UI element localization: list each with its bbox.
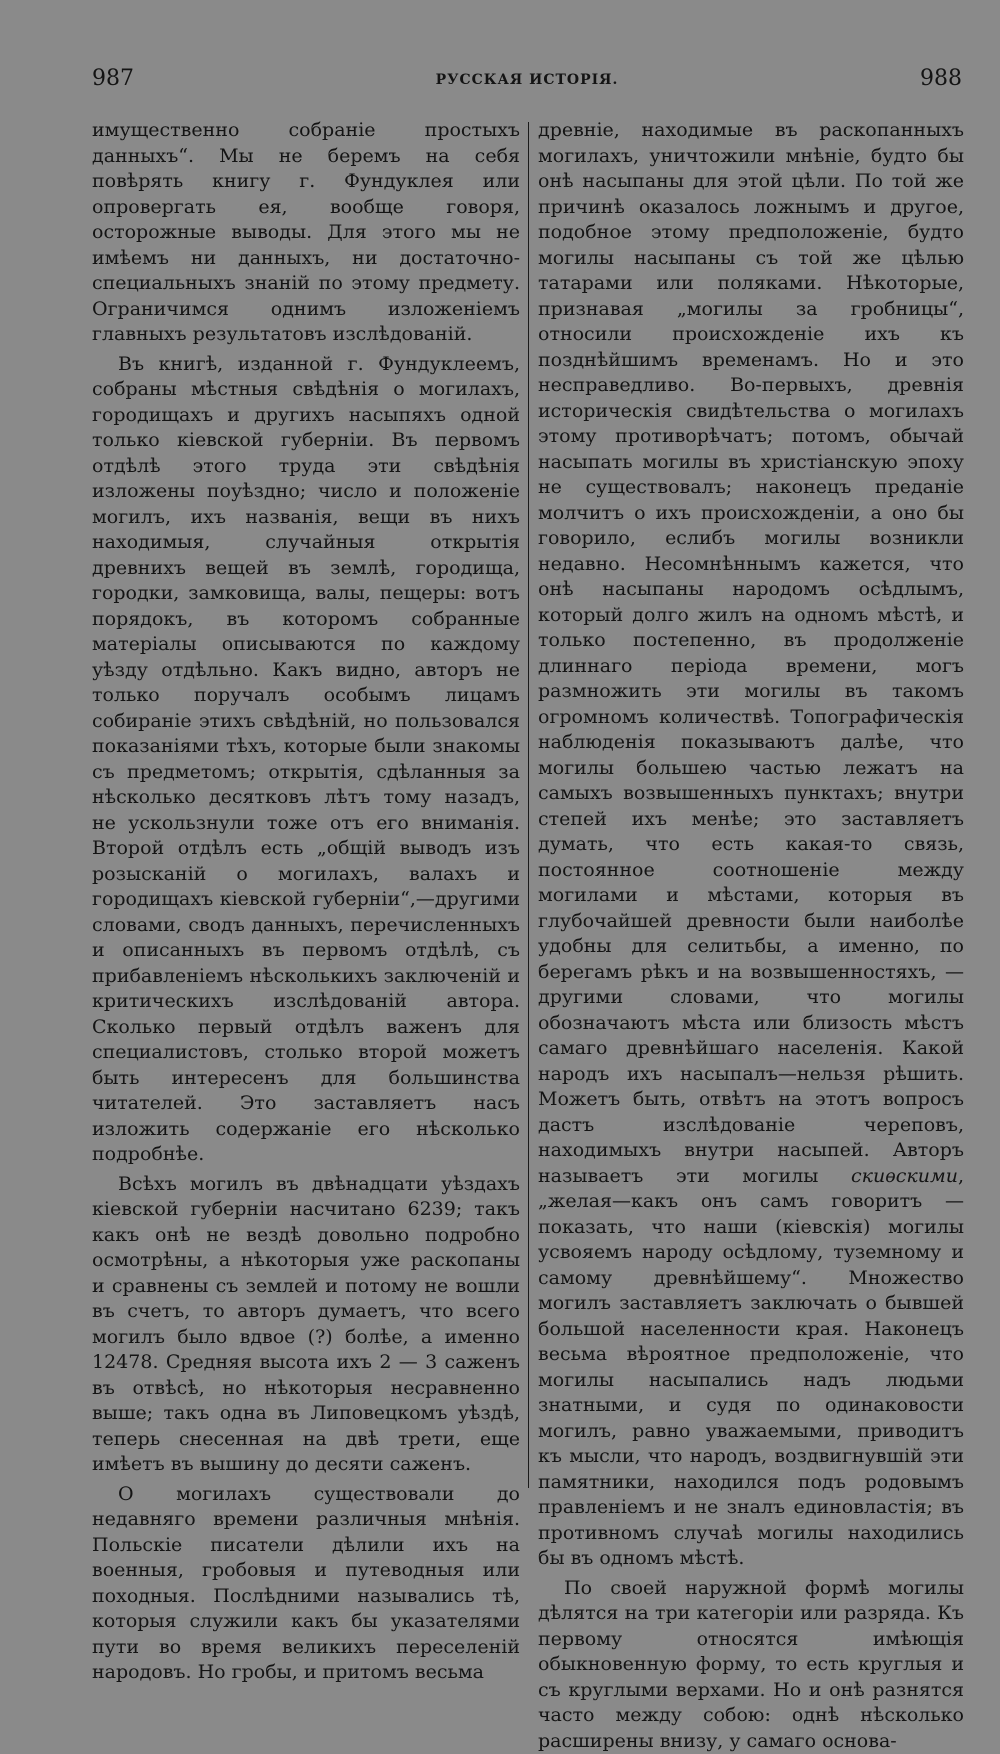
page-header <box>92 66 962 106</box>
right-column <box>538 118 964 1754</box>
column-divider <box>528 122 529 1488</box>
italic-term: скиѳскими <box>851 1165 958 1187</box>
paragraph: По своей наружной формѣ могилы дѣлятся на три категоріи или разряда. Къ первому относятся имѣющія обыкновенную форму, то есть круглыя и съ круглыми верхами. Но и онѣ разнятся часто между собою: однѣ нѣсколько расширены внизу, у самаго основа- <box>538 1576 964 1754</box>
paragraph: О могилахъ существовали до недавняго времени различныя мнѣнія. Польскіе писатели дѣлили ихъ на военныя, гробовыя и путеводныя или походныя. Послѣдними назывались тѣ, которыя служили какъ бы указателями пути во время великихъ переселеній народовъ. Но гробы, и притомъ весьма <box>92 1482 520 1686</box>
paragraph-text: древніе, находимые въ раскопанныхъ могилахъ, уничтожили мнѣніе, будто бы онѣ насыпаны для этой цѣли. По той же причинѣ оказалось ложнымъ и другое, подобное этому предположеніе, будто могилы насыпаны съ той же цѣлью татарами или поляками. Нѣкоторые, признавая „могилы за гробницы“, относили происхожденіе ихъ къ позднѣйшимъ временамъ. Но и это несправедливо. Во-первыхъ, древнія историческія свидѣтельства о могилахъ этому противорѣчатъ; потомъ, обычай насыпать могилы въ христіанскую эпоху не существовалъ; наконецъ преданіе молчитъ о ихъ происхожденіи, а оно бы говорило, еслибъ могилы возникли недавно. Несомнѣннымъ кажется, что онѣ насыпаны народомъ осѣдлымъ, который долго жилъ на одномъ мѣстѣ, и только постепенно, въ продолженіе длиннаго періода времени, могъ размножить эти могилы въ такомъ огромномъ количествѣ. Топографическія наблюденія показываютъ далѣе, что могилы большею частью лежатъ на самыхъ возвышенныхъ пунктахъ; внутри степей ихъ менѣе; это заставляетъ думать, что есть какая-то связь, постоянное соотношеніе между могилами и мѣстами, которыя въ глубочайшей древности были наиболѣе удобны для селитьбы, а именно, по берегамъ рѣкъ и на возвышенностяхъ, — другими словами, что могилы обозначаютъ мѣста или близость мѣстъ самаго древнѣйшаго населенія. Какой народъ ихъ насыпалъ—нельзя рѣшить. Можетъ быть, отвѣтъ на этотъ вопросъ дастъ изслѣдованіе череповъ, находимыхъ внутри насыпей. Авторъ называетъ эти могилы <box>538 119 964 1187</box>
left-column <box>92 118 520 1686</box>
page-number-right: 988 <box>920 66 962 91</box>
paragraph <box>538 118 964 1572</box>
running-title: РУССКАЯ ИСТОРІЯ. <box>92 72 962 88</box>
paragraph: Въ книгѣ, изданной г. Фундуклеемъ, собраны мѣстныя свѣдѣнія о могилахъ, городищахъ и другихъ насыпяхъ одной только кіевской губерніи. Въ первомъ отдѣлѣ этого труда эти свѣдѣнія изложены поуѣздно; число и положеніе могилъ, ихъ названія, вещи въ нихъ находимыя, случайныя открытія древнихъ вещей въ землѣ, городища, городки, замковища, валы, пещеры: вотъ порядокъ, въ которомъ собранные матеріалы описываются по каждому уѣзду отдѣльно. Какъ видно, авторъ не только поручалъ особымъ лицамъ собираніе этихъ свѣдѣній, но пользовался показаніями тѣхъ, которые были знакомы съ предметомъ; открытія, сдѣланныя за нѣсколько десятковъ лѣтъ тому назадъ, не ускользнули тоже отъ его вниманія. Второй отдѣлъ есть „общій выводъ изъ розысканій о могилахъ, валахъ и городищахъ кіевской губерніи“,—другими словами, сводъ данныхъ, перечисленныхъ и описанныхъ въ первомъ отдѣлѣ, съ прибавленіемъ нѣсколькихъ заключеній и критическихъ изслѣдованій автора. Сколько первый отдѣлъ важенъ для специалистовъ, столько второй можетъ быть интересенъ для большинства читателей. Это заставляетъ насъ изложить содержаніе его нѣсколько подробнѣе. <box>92 352 520 1168</box>
paragraph: имущественно собраніе простыхъ данныхъ“. Мы не беремъ на себя повѣрять книгу г. Фундуклея или опровергать ея, вообще говоря, осторожные выводы. Для этого мы не имѣемъ ни данныхъ, ни достаточно-специальныхъ знаній по этому предмету. Ограничимся однимъ изложеніемъ главныхъ результатовъ изслѣдованій. <box>92 118 520 348</box>
paragraph: Всѣхъ могилъ въ двѣнадцати уѣздахъ кіевской губерніи насчитано 6239; такъ какъ онѣ не вездѣ довольно подробно осмотрѣны, а нѣкоторыя уже раскопаны и сравнены съ землей и потому не вошли въ счетъ, то авторъ думаетъ, что всего могилъ было вдвое (?) болѣе, а именно 12478. Средняя высота ихъ 2 — 3 саженъ въ отвѣсѣ, но нѣкоторыя несравненно выше; такъ одна въ Липовецкомъ уѣздѣ, теперь снесенная на двѣ трети, еще имѣетъ въ вышину до десяти саженъ. <box>92 1172 520 1478</box>
page-number-left: 987 <box>92 66 134 91</box>
paragraph-text-cont: , „желая—какъ онъ самъ говоритъ — показать, что наши (кіевскія) могилы усвояемъ народу осѣдлому, туземному и самому древнѣйшему“. Множество могилъ заставляетъ заключать о бывшей большой населенности края. Наконецъ весьма вѣроятное предположеніе, что могилы насыпались надъ людьми знатными, и судя по одинаковости могилъ, равно уважаемыми, приводитъ къ мысли, что народъ, воздвигнувшій эти памятники, находился подъ родовымъ правленіемъ и не зналъ единовластія; въ противномъ случаѣ могилы находились бы въ одномъ мѣстѣ. <box>538 1165 964 1570</box>
